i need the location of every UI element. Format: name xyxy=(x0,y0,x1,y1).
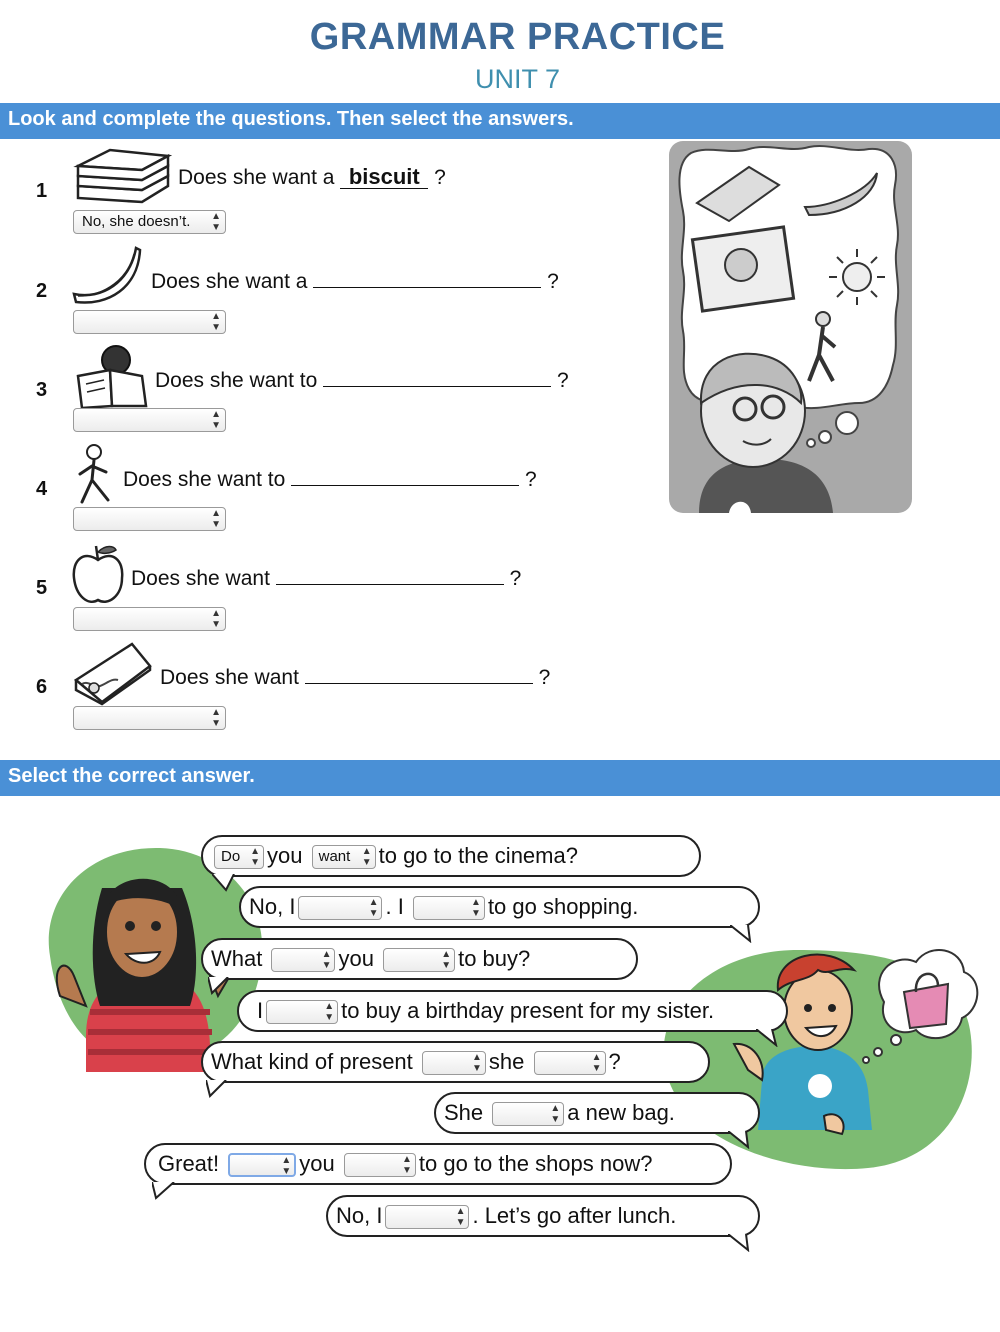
bubble-tail xyxy=(756,1029,782,1047)
line2-select-2[interactable] xyxy=(413,896,485,920)
updown-arrow-icon: ▲ ▼ xyxy=(250,846,260,869)
question-6 xyxy=(160,659,550,690)
updown-arrow-icon: ▲ ▼ xyxy=(211,508,221,530)
question-3 xyxy=(155,362,569,393)
line3-text-1: What xyxy=(211,946,263,971)
line3-text-2: you xyxy=(338,946,374,971)
updown-arrow-icon: ▲ ▼ xyxy=(472,1052,482,1075)
line4-text-1: I xyxy=(257,998,264,1023)
line5-text-2: she xyxy=(488,1049,525,1074)
page-subtitle: UNIT 7 xyxy=(474,64,561,94)
dialogue-line-7 xyxy=(144,1143,732,1185)
dialogue-line-8 xyxy=(326,1195,760,1237)
bubble-tail xyxy=(730,925,756,943)
line8-text-2: . Let’s go after lunch. xyxy=(472,1203,677,1228)
question-4-number: 4 xyxy=(36,478,48,500)
updown-arrow-icon: ▲ ▼ xyxy=(211,311,221,333)
line4-select-1[interactable] xyxy=(266,1000,338,1024)
line2-select-1[interactable] xyxy=(298,896,382,920)
bubble-tail xyxy=(206,1080,232,1098)
line5-text-1: What kind of present xyxy=(211,1049,413,1074)
walking-boy-icon xyxy=(72,442,122,508)
question-1-mark: ? xyxy=(434,166,446,189)
line2-text-1: No, I xyxy=(249,894,296,919)
question-2-number: 2 xyxy=(36,280,48,302)
boy-character-illustration xyxy=(658,920,984,1176)
updown-arrow-icon: ▲ ▼ xyxy=(361,846,372,869)
dialogue-line-2 xyxy=(239,886,760,928)
updown-arrow-icon: ▲ ▼ xyxy=(211,211,221,233)
banana-icon xyxy=(72,244,142,306)
girl-thinking-illustration xyxy=(669,141,913,514)
question-4-answer-field[interactable] xyxy=(291,461,519,486)
dialogue-line-6 xyxy=(434,1092,760,1134)
line7-select-1[interactable] xyxy=(228,1153,296,1177)
line6-text-1: She xyxy=(444,1100,484,1125)
question-4-answer-select[interactable] xyxy=(73,507,226,531)
line6-text-2: a new bag. xyxy=(567,1100,675,1125)
bubble-tail xyxy=(152,1182,178,1200)
dialogue-line-1 xyxy=(201,835,701,877)
question-6-answer-select[interactable] xyxy=(73,706,226,730)
line8-select-1[interactable] xyxy=(385,1205,469,1229)
question-1 xyxy=(178,164,446,190)
dialogue-line-4 xyxy=(237,990,788,1032)
question-5-mark: ? xyxy=(509,567,522,590)
question-6-text: Does she want xyxy=(160,666,299,689)
question-6-answer-field[interactable] xyxy=(305,659,533,684)
bubble-tail xyxy=(208,977,234,995)
bubble-tail xyxy=(728,1234,754,1252)
updown-arrow-icon: ▲ ▼ xyxy=(471,897,481,920)
updown-arrow-icon: ▲ ▼ xyxy=(368,897,379,920)
line5-select-1[interactable] xyxy=(422,1051,486,1075)
page-title: GRAMMAR PRACTICE xyxy=(309,16,726,58)
line5-select-2[interactable] xyxy=(534,1051,606,1075)
reading-boy-icon xyxy=(72,342,152,410)
updown-arrow-icon: ▲ ▼ xyxy=(455,1206,466,1229)
line2-text-3: to go shopping. xyxy=(487,894,639,919)
updown-arrow-icon: ▲ ▼ xyxy=(441,949,452,972)
line1-select-1-value: Do xyxy=(221,848,241,866)
dialogue-line-3 xyxy=(201,938,638,980)
question-1-selected: No, she doesn’t. xyxy=(82,213,191,230)
line7-text-3: to go to the shops now? xyxy=(418,1151,653,1176)
question-1-number: 1 xyxy=(36,180,48,202)
question-3-text: Does she want to xyxy=(155,369,318,392)
question-3-mark: ? xyxy=(556,369,569,392)
question-3-answer-select[interactable] xyxy=(73,408,226,432)
question-5-number: 5 xyxy=(36,577,48,599)
line1-select-2[interactable] xyxy=(312,845,376,869)
question-2-mark: ? xyxy=(547,270,559,293)
question-3-answer-field[interactable] xyxy=(323,362,551,387)
section1-instruction: Look and complete the questions. Then select the answers. xyxy=(0,103,1000,139)
updown-arrow-icon: ▲ ▼ xyxy=(591,1052,602,1075)
question-4-text: Does she want to xyxy=(123,468,286,491)
question-6-number: 6 xyxy=(36,676,48,698)
line7-select-2[interactable] xyxy=(344,1153,416,1177)
updown-arrow-icon: ▲ ▼ xyxy=(550,1103,561,1126)
bubble-tail xyxy=(728,1131,754,1149)
sandwich-icon xyxy=(72,640,156,706)
line4-text-2: to buy a birthday present for my sister. xyxy=(341,998,715,1023)
question-5 xyxy=(131,560,521,591)
biscuit-icon xyxy=(72,146,172,210)
line1-select-1[interactable] xyxy=(214,845,264,869)
updown-arrow-icon: ▲ ▼ xyxy=(281,1155,292,1178)
question-2-answer-field[interactable] xyxy=(313,263,541,288)
question-4-mark: ? xyxy=(524,468,537,491)
line8-text-1: No, I xyxy=(336,1203,383,1228)
question-3-number: 3 xyxy=(36,379,48,401)
apple-icon xyxy=(72,542,126,608)
question-5-text: Does she want xyxy=(131,567,270,590)
updown-arrow-icon: ▲ ▼ xyxy=(211,608,221,630)
line5-text-3: ? xyxy=(608,1049,621,1074)
dialogue-line-5 xyxy=(201,1041,710,1083)
updown-arrow-icon: ▲ ▼ xyxy=(401,1154,412,1177)
updown-arrow-icon: ▲ ▼ xyxy=(324,1001,335,1024)
question-1-answer-select[interactable] xyxy=(73,210,226,234)
line3-select-1[interactable] xyxy=(271,948,335,972)
question-4 xyxy=(123,461,537,492)
question-2-text: Does she want a xyxy=(151,270,308,293)
updown-arrow-icon: ▲ ▼ xyxy=(321,949,332,972)
updown-arrow-icon: ▲ ▼ xyxy=(211,707,221,729)
line2-text-2: . I xyxy=(385,894,404,919)
question-1-answer-field[interactable]: biscuit xyxy=(340,164,428,189)
line6-select-1[interactable] xyxy=(492,1102,564,1126)
question-1-text: Does she want a xyxy=(178,166,335,189)
question-5-answer-select[interactable] xyxy=(73,607,226,631)
line7-text-1: Great! xyxy=(158,1151,220,1176)
line3-text-3: to buy? xyxy=(458,946,531,971)
bubble-tail xyxy=(212,874,238,892)
question-6-mark: ? xyxy=(538,666,551,689)
section2-instruction: Select the correct answer. xyxy=(0,760,1000,796)
line1-text-1: you xyxy=(267,843,303,868)
question-2-answer-select[interactable] xyxy=(73,310,226,334)
updown-arrow-icon: ▲ ▼ xyxy=(211,409,221,431)
question-5-answer-field[interactable] xyxy=(276,560,504,585)
line1-select-2-value: want xyxy=(318,848,351,866)
line3-select-2[interactable] xyxy=(383,948,455,972)
line7-text-2: you xyxy=(299,1151,335,1176)
line1-text-2: to go to the cinema? xyxy=(378,843,578,868)
question-2 xyxy=(151,263,559,294)
